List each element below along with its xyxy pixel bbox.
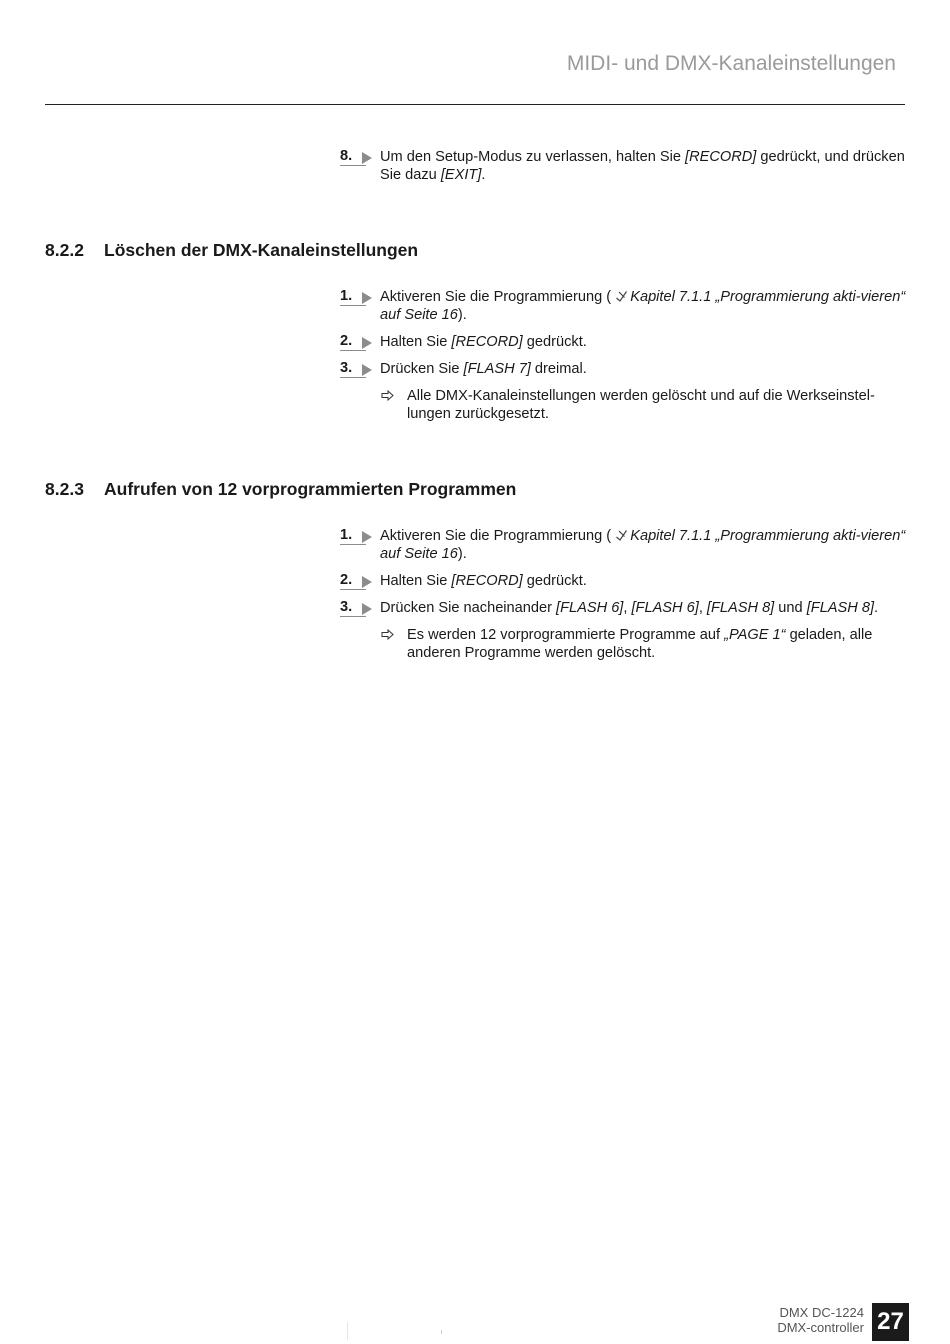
step-1 — [340, 288, 912, 324]
step-number: 2. — [340, 333, 366, 351]
step-arrow-icon — [362, 337, 372, 349]
section-title: Löschen der DMX-Kanaleinstellungen — [104, 240, 419, 260]
result-arrow-icon — [381, 629, 394, 640]
cross-reference-icon — [615, 529, 628, 541]
section-heading-8-2-3 — [45, 479, 516, 500]
section-8-2-3-steps — [340, 527, 912, 662]
step-2 — [340, 333, 912, 351]
step-text: Aktiveren Sie die Programmierung ( Kapitel 7.1.1 „Programmierung akti-vieren“ auf Seite 16). — [380, 528, 906, 562]
step-text: Drücken Sie [FLASH 7] dreimal. — [380, 361, 587, 377]
footer-model: DMX DC-1224 — [779, 1305, 864, 1320]
page-header-title: MIDI- und DMX-Kanaleinstellungen — [566, 52, 896, 75]
section-title: Aufrufen von 12 vorprogrammierten Programmen — [104, 479, 517, 499]
step-number: 1. — [340, 527, 366, 545]
step-result — [340, 387, 912, 423]
footer-product: DMX-controller — [777, 1320, 864, 1335]
step-text: Halten Sie [RECORD] gedrückt. — [380, 334, 587, 350]
intro-steps — [340, 148, 912, 193]
step-number: 2. — [340, 572, 366, 590]
step-text: Halten Sie [RECORD] gedrückt. — [380, 573, 587, 589]
step-3 — [340, 599, 912, 617]
step-arrow-icon — [362, 364, 372, 376]
section-number: 8.2.2 — [45, 240, 84, 260]
footer-product-info — [777, 1305, 864, 1335]
step-text: Drücken Sie nacheinander [FLASH 6], [FLASH 6], [FLASH 8] und [FLASH 8]. — [380, 600, 879, 616]
step-3 — [340, 360, 912, 378]
cross-reference-link[interactable]: Kapitel 7.1.1 „Programmierung akti-vieren“ auf Seite 16 — [380, 289, 906, 323]
section-heading-8-2-2 — [45, 240, 418, 261]
cross-reference-link[interactable]: Kapitel 7.1.1 „Programmierung akti-vieren“ auf Seite 16 — [380, 528, 906, 562]
step-arrow-icon — [362, 576, 372, 588]
page-number-badge: 27 — [872, 1303, 909, 1341]
result-arrow-icon — [381, 390, 394, 401]
section-number: 8.2.3 — [45, 479, 84, 499]
step-2 — [340, 572, 912, 590]
step-text: Um den Setup-Modus zu verlassen, halten Sie [RECORD] gedrückt, und drücken Sie dazu [EXIT]. — [380, 149, 905, 183]
section-8-2-2-steps — [340, 288, 912, 423]
scan-mark — [441, 1330, 442, 1334]
step-arrow-icon — [362, 531, 372, 543]
step-arrow-icon — [362, 292, 372, 304]
step-1 — [340, 527, 912, 563]
step-number: 3. — [340, 599, 366, 617]
step-text: Aktiveren Sie die Programmierung ( Kapitel 7.1.1 „Programmierung akti-vieren“ auf Seite 16). — [380, 289, 906, 323]
step-number: 8. — [340, 148, 366, 166]
header-rule — [45, 104, 905, 105]
result-text: Alle DMX-Kanaleinstellungen werden gelöscht und auf die Werkseinstel-lungen zurückgesetzt. — [407, 388, 875, 422]
step-arrow-icon — [362, 152, 372, 164]
step-result — [340, 626, 912, 662]
step-number: 1. — [340, 288, 366, 306]
step-number: 3. — [340, 360, 366, 378]
step-8 — [340, 148, 912, 184]
step-arrow-icon — [362, 603, 372, 615]
result-text: Es werden 12 vorprogrammierte Programme auf „PAGE 1“ geladen, alle anderen Programme werden gelöscht. — [407, 627, 873, 661]
scan-mark — [347, 1322, 348, 1340]
cross-reference-icon — [615, 290, 628, 302]
